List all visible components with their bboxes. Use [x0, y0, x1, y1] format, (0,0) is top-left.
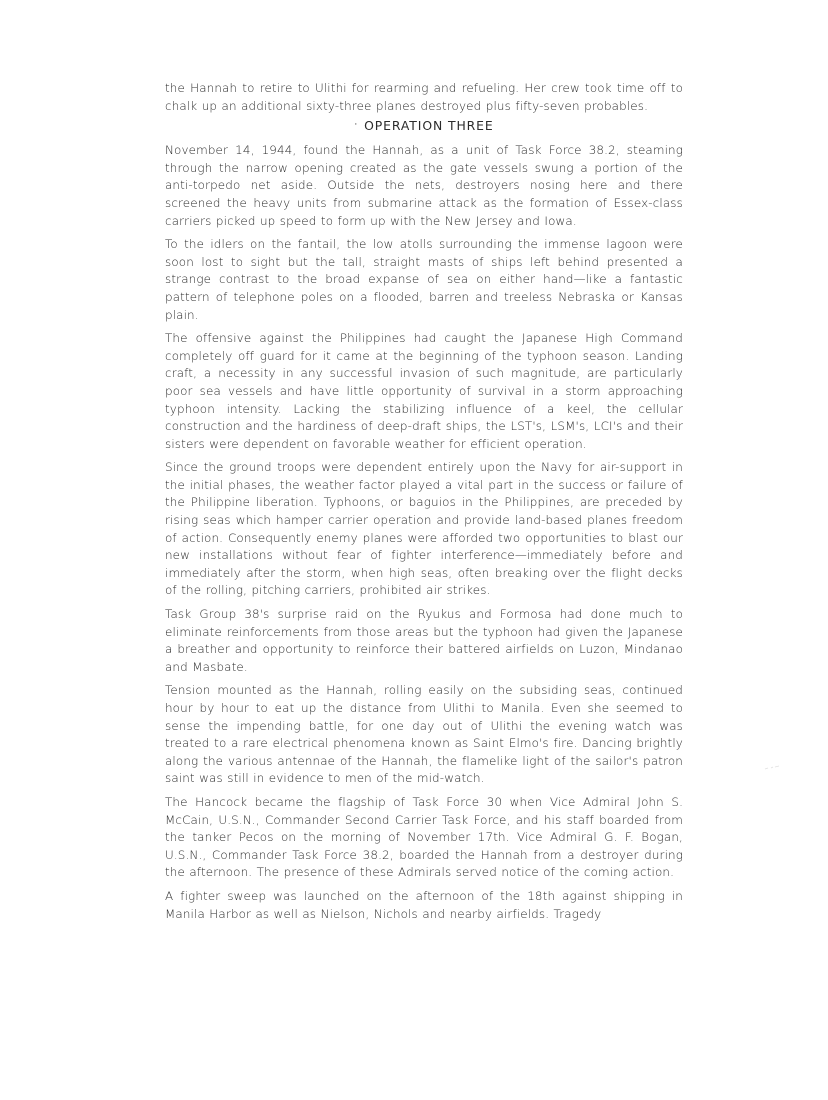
- document-page: [165, 80, 683, 929]
- paragraph-departure: November 14, 1944, found the Hannah, as a unit of Task Force 38.2, steaming through the narrow opening created as the gate vessels swung a portion of the anti-torpedo net aside. Outside the nets, destroyers nosing here and there screened the heavy units from submarine attack as the formation of Essex-class carriers picked up speed to form up with the New Jersey and Iowa.: [165, 143, 683, 228]
- paragraph-typhoon-season: The offensive against the Philippines had caught the Japanese High Command completely off guard for it came at the beginning of the typhoon season. Landing craft, a necessity in any successful invasion of such magnitude, are particularly poor sea vessels and have little opportunity of survival in a storm approaching typhoon intensity. Lacking the stabilizing influence of a keel, the cellular construction and the hardiness of deep-draft ships, the LST's, LSM's, LCI's and their sisters were dependent on favorable weather for efficient operation.: [165, 331, 683, 451]
- margin-speck-mark: [764, 765, 780, 771]
- opening-paragraph: the Hannah to retire to Ulithi for rearming and refueling. Her crew took time off to chalk up an additional sixty-three planes destroyed plus fifty-seven probables.: [165, 81, 683, 113]
- paragraph-tension: Tension mounted as the Hannah, rolling easily on the subsiding seas, continued hour by hour to eat up the distance from Ulithi to Manila. Even she seemed to sense the impending battle, for one day out of Ulithi the evening watch was treated to a rare electrical phenomena known as Saint Elmo's fire. Dancing brightly along the various antennae of the Hannah, the flamelike light of the sailor's patron saint was still in evidence to men of the mid-watch.: [165, 683, 683, 786]
- section-heading-text: OPERATION THREE: [364, 118, 494, 134]
- paragraph-task-group-raid: Task Group 38's surprise raid on the Ryukus and Formosa had done much to eliminate reinforcements from those areas but the typhoon had given the Japanese a breather and opportunity to reinforce their battered airfields on Luzon, Mindanao and Masbate.: [165, 607, 683, 674]
- paragraph-air-support: Since the ground troops were dependent entirely upon the Navy for air-support in the initial phases, the weather factor played a vital part in the success or failure of the Philippine liberation. Typhoons, or baguios in the Philippines, are preceded by rising seas which hamper carrier operation and provide land-based planes freedom of action. Consequently enemy planes were afforded two opportunities to blast our new installations without fear of fighter interference—immediately before and immediately after the storm, when high seas, often breaking over the flight decks of the rolling, pitching carriers, prohibited air strikes.: [165, 460, 683, 598]
- paragraph-atolls: To the idlers on the fantail, the low atolls surrounding the immense lagoon were soon lost to sight but the tall, straight masts of ships left behind presented a strange contrast to the broad expanse of sea on either hand—like a fantastic pattern of telephone poles on a flooded, barren and treeless Nebraska or Kansas plain.: [165, 237, 683, 322]
- heading-marker: ·: [354, 120, 359, 131]
- paragraph-admirals: The Hancock became the flagship of Task Force 30 when Vice Admiral John S. McCain, U.S.N., Commander Second Carrier Task Force, and his staff boarded from the tanker Pecos on the morning of November 17th. Vice Admiral G. F. Bogan, U.S.N., Commander Task Force 38.2, boarded the Hannah from a destroyer during the afternoon. The presence of these Admirals served notice of the coming action.: [165, 794, 683, 880]
- section-heading: [165, 115, 683, 136]
- paragraph-fighter-sweep: A fighter sweep was launched on the afternoon of the 18th against shipping in Manila Harbor as well as Nielson, Nichols and nearby airfields. Tragedy: [165, 888, 683, 921]
